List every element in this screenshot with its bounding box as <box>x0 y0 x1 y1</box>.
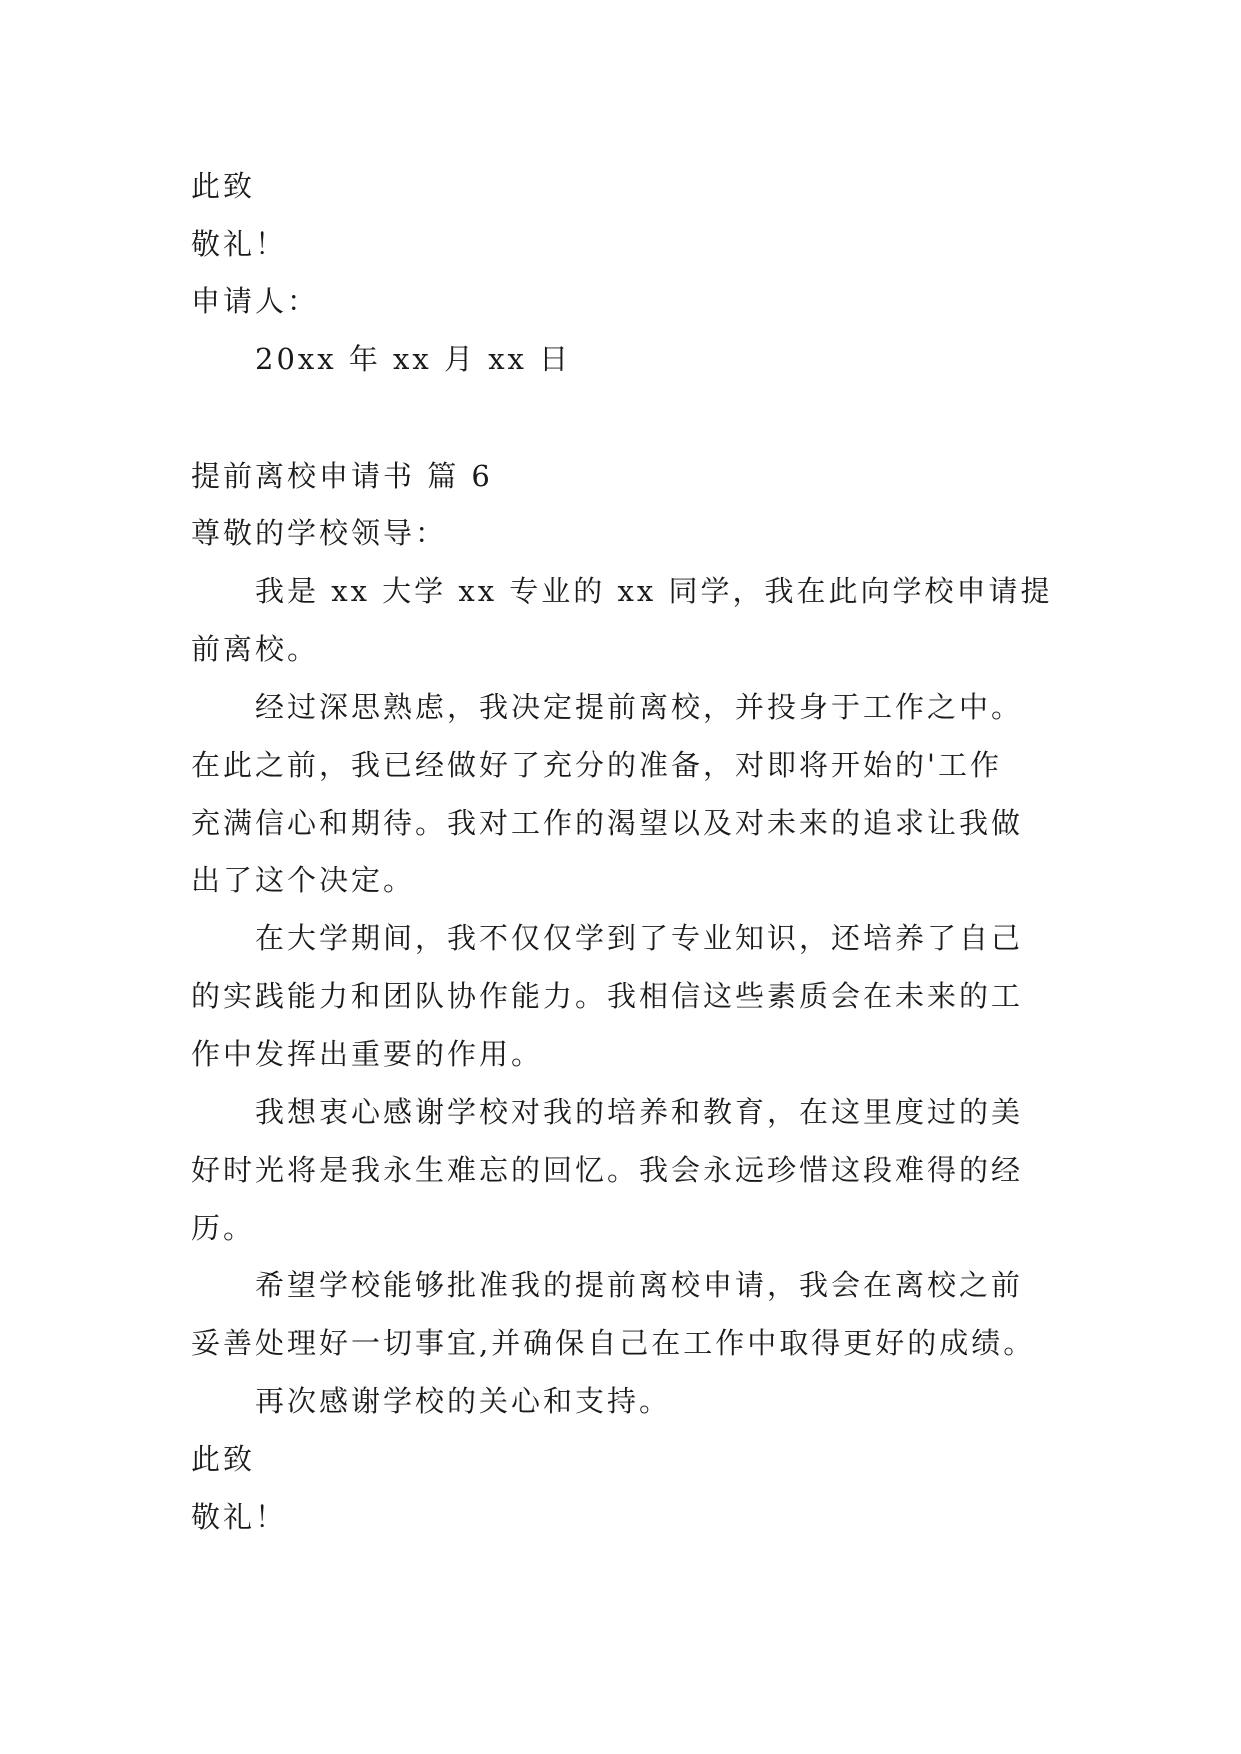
body-line: 希望学校能够批准我的提前离校申请，我会在离校之前 <box>255 1268 1024 1302</box>
body-line: 的实践能力和团队协作能力。我相信这些素质会在未来的工 <box>191 979 1024 1013</box>
body-line: 我是 xx 大学 xx 专业的 xx 同学，我在此向学校申请提 <box>255 574 1053 608</box>
body-line: 作中发挥出重要的作用。 <box>191 1037 544 1071</box>
closing-salutation: 此致 <box>191 169 256 203</box>
body-line: 妥善处理好一切事宜,并确保自己在工作中取得更好的成绩。 <box>191 1326 1036 1360</box>
body-line: 再次感谢学校的关心和支持。 <box>255 1384 672 1418</box>
closing-regards: 敬礼！ <box>191 227 288 261</box>
signature-date: 20xx 年 xx 月 xx 日 <box>255 342 572 376</box>
body-line: 历。 <box>191 1211 256 1245</box>
body-line: 经过深思熟虑，我决定提前离校，并投身于工作之中。 <box>255 690 1024 724</box>
letter-salutation: 此致 <box>191 1442 256 1476</box>
letter-regards: 敬礼！ <box>191 1500 288 1534</box>
body-line: 好时光将是我永生难忘的回忆。我会永远珍惜这段难得的经 <box>191 1153 1024 1187</box>
letter-greeting: 尊敬的学校领导： <box>191 516 448 550</box>
body-line: 在此之前，我已经做好了充分的准备，对即将开始的'工作 <box>191 748 1002 782</box>
body-line: 出了这个决定。 <box>191 863 416 897</box>
body-line: 我想衷心感谢学校对我的培养和教育，在这里度过的美 <box>255 1095 1024 1129</box>
body-line: 在大学期间，我不仅仅学到了专业知识，还培养了自己 <box>255 921 1024 955</box>
letter-title: 提前离校申请书 篇 6 <box>191 459 493 493</box>
body-line: 前离校。 <box>191 632 320 666</box>
applicant-label: 申请人： <box>191 284 320 318</box>
body-line: 充满信心和期待。我对工作的渴望以及对未来的追求让我做 <box>191 806 1024 840</box>
